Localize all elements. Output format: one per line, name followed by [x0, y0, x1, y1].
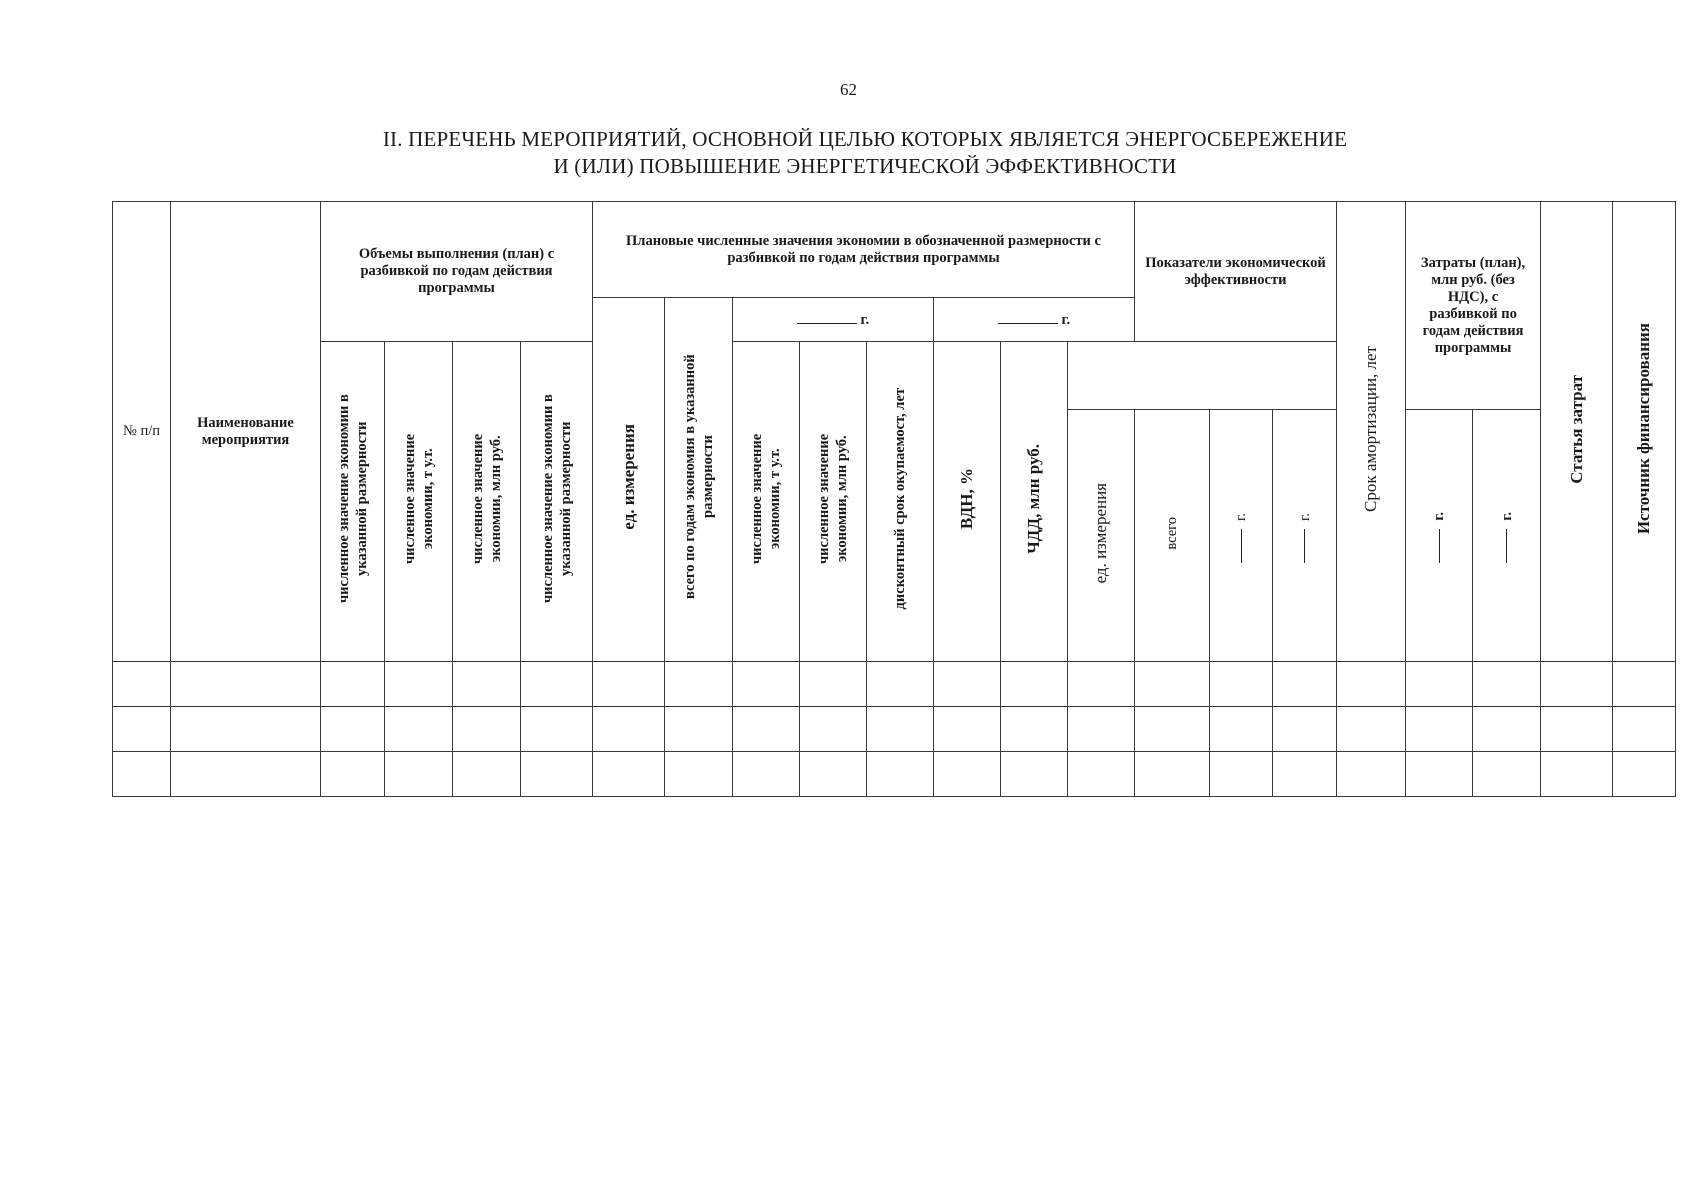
header-costs-year1: г.	[1406, 410, 1473, 662]
header-savings-total: всего по годам экономия в указанной размерности	[665, 298, 733, 662]
table-row	[113, 752, 1676, 797]
header-irr: ВДН, %	[934, 342, 1001, 662]
header-costs-group: Затраты (план), млн руб. (без НДС), с разбивкой по годам действия программы	[1406, 202, 1541, 410]
header-costs-year2: г.	[1473, 410, 1541, 662]
header-num: № п/п	[113, 202, 171, 662]
header-savings-year1: г.	[733, 298, 934, 342]
header-amortization: Срок амортизации, лет	[1337, 202, 1406, 662]
year-blank	[998, 311, 1058, 324]
header-y1-numeric-units: численное значение экономии в указанной размерности	[321, 342, 385, 662]
table-row	[113, 707, 1676, 752]
year-blank	[797, 311, 857, 324]
header-npv: ЧДД, млн руб.	[1001, 342, 1068, 662]
header-savings-group: Плановые численные значения экономии в обозначенной размерности с разбивкой по годам действия программы	[593, 202, 1135, 298]
measures-table	[112, 201, 1676, 797]
page-number: 62	[840, 80, 857, 99]
header-y1-numeric-rub: численное значение экономии, млн руб.	[453, 342, 521, 662]
header-y2-numeric-tut: численное значение экономии, т у.т.	[733, 342, 800, 662]
header-y2-numeric-units: численное значение экономии в указанной размерности	[521, 342, 593, 662]
header-name: Наименование мероприятия	[171, 202, 321, 662]
header-volumes-total: всего	[1135, 410, 1210, 662]
header-volumes-group: Объемы выполнения (план) с разбивкой по годам действия программы	[321, 202, 593, 342]
header-savings-year2: г.	[934, 298, 1135, 342]
header-payback: дисконтный срок окупаемост, лет	[867, 342, 934, 662]
header-cost-item: Статья затрат	[1541, 202, 1613, 662]
year-blank	[1506, 529, 1507, 563]
header-y1-numeric-tut: численное значение экономии, т у.т.	[385, 342, 453, 662]
document-title	[200, 126, 1530, 180]
title-line-2: И (ИЛИ) ПОВЫШЕНИЕ ЭНЕРГЕТИЧЕСКОЙ ЭФФЕКТИВНОСТИ	[553, 154, 1177, 178]
header-y2-numeric-rub: численное значение экономии, млн руб.	[800, 342, 867, 662]
header-indicators-group: Показатели экономической эффективности	[1135, 202, 1337, 342]
title-line-1: II. ПЕРЕЧЕНЬ МЕРОПРИЯТИЙ, ОСНОВНОЙ ЦЕЛЬЮ КОТОРЫХ ЯВЛЯЕТСЯ ЭНЕРГОСБЕРЕЖЕНИЕ	[382, 127, 1348, 151]
year-blank	[1439, 529, 1440, 563]
year-blank	[1241, 529, 1242, 563]
header-volumes-unit: ед. измерения	[1068, 410, 1135, 662]
table-row	[113, 662, 1676, 707]
header-savings-unit: ед. измерения	[593, 298, 665, 662]
header-volumes-year1: г.	[1210, 410, 1273, 662]
year-blank	[1304, 529, 1305, 563]
header-funding: Источник финансирования	[1613, 202, 1676, 662]
header-volumes-year2: г.	[1273, 410, 1337, 662]
